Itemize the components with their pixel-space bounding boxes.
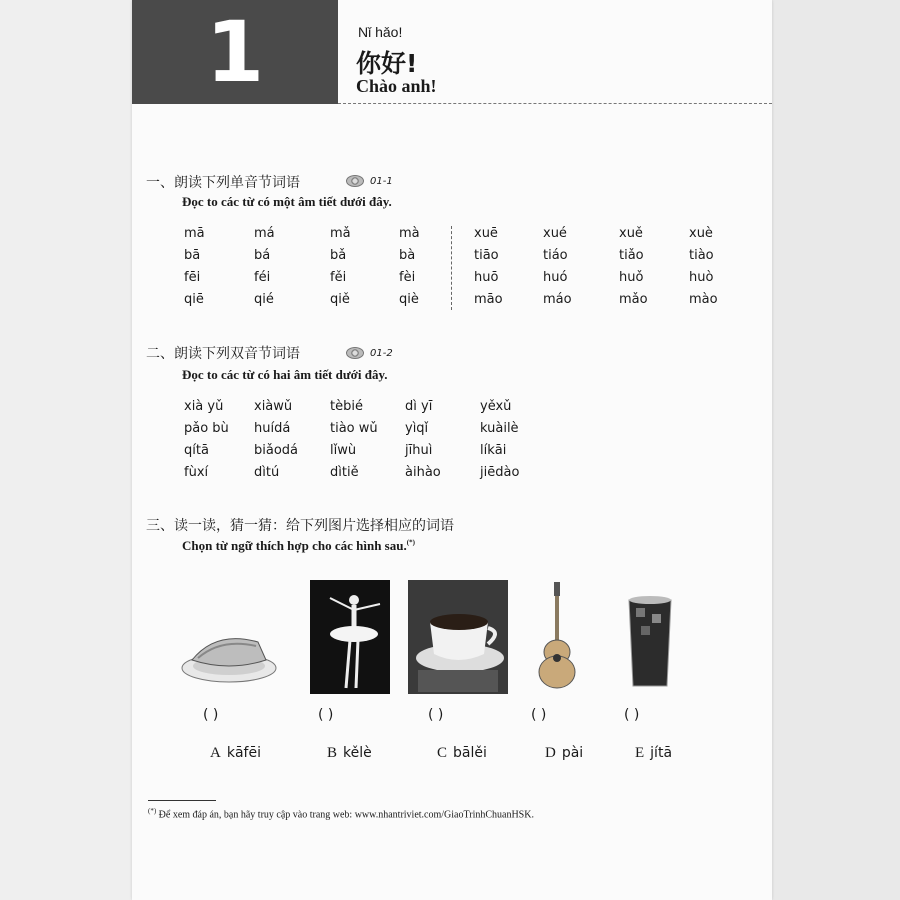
header-divider <box>338 103 772 104</box>
answer-blank[interactable]: ( ) <box>428 707 444 723</box>
footnote: (*) Để xem đáp án, bạn hãy truy cập vào trang web: www.nhantriviet.com/GiaoTrinhChuanHSK. <box>148 807 534 821</box>
word-cell: qítā <box>184 443 209 458</box>
lesson-number-box <box>132 0 338 104</box>
word-cell: dìtú <box>254 465 280 480</box>
ballet-dancer-image <box>310 580 390 694</box>
word-cell: xuě <box>619 226 643 241</box>
guitar-image <box>532 580 582 690</box>
word-cell: fěi <box>330 270 347 285</box>
word-cell: lǐwù <box>330 443 357 458</box>
footnote-rule <box>148 800 216 801</box>
word-cell: bā <box>184 248 201 263</box>
section2-audio-track: 01-2 <box>370 347 393 359</box>
word-cell: fèi <box>399 270 416 285</box>
word-cell: kuàilè <box>480 421 519 436</box>
section1-title: 一、朗读下列单音节词语 <box>146 175 300 191</box>
word-cell: mào <box>689 292 718 307</box>
word-cell: qié <box>254 292 274 307</box>
lesson-title-vietnamese: Chào anh! <box>356 76 437 96</box>
word-cell: fēi <box>184 270 201 285</box>
word-cell: yěxǔ <box>480 399 512 414</box>
section1-audio[interactable] <box>346 175 393 187</box>
word-cell: xué <box>543 226 567 241</box>
word-cell: àihào <box>405 465 441 480</box>
answer-blank[interactable]: ( ) <box>531 707 547 723</box>
answer-blank[interactable]: ( ) <box>203 707 219 723</box>
section2-audio[interactable] <box>346 347 393 359</box>
word-cell: xià yǔ <box>184 399 224 414</box>
word-cell: fùxí <box>184 465 209 480</box>
section1-audio-track: 01-1 <box>370 175 393 187</box>
word-cell: yìqǐ <box>405 421 429 436</box>
section3-subtitle: Chọn từ ngữ thích hợp cho các hình sau.(*) <box>182 538 415 553</box>
word-cell: tiāo <box>474 248 499 263</box>
word-cell: máo <box>543 292 572 307</box>
word-cell: tèbié <box>330 399 363 414</box>
section1-subtitle: Đọc to các từ có một âm tiết dưới đây. <box>182 194 392 209</box>
word-cell: qiě <box>330 292 350 307</box>
option-c: C bālěi <box>437 745 487 761</box>
word-cell: qiē <box>184 292 204 307</box>
word-cell: bǎ <box>330 248 347 263</box>
option-b: B kělè <box>327 745 372 761</box>
word-cell: qiè <box>399 292 419 307</box>
word-cell: mà <box>399 226 420 241</box>
word-cell: huídá <box>254 421 291 436</box>
answer-blank[interactable]: ( ) <box>318 707 334 723</box>
word-cell: pǎo bù <box>184 421 229 436</box>
lesson-title-chinese: 你好! <box>356 49 418 78</box>
word-cell: mǎo <box>619 292 648 307</box>
word-cell: huǒ <box>619 270 644 285</box>
answer-blank[interactable]: ( ) <box>624 707 640 723</box>
option-a: A kāfēi <box>210 745 261 761</box>
column-divider <box>451 226 452 310</box>
word-cell: huò <box>689 270 714 285</box>
textbook-page <box>132 0 772 900</box>
word-cell: biǎodá <box>254 443 299 458</box>
pie-image <box>176 612 282 692</box>
word-cell: tiáo <box>543 248 568 263</box>
section2-title: 二、朗读下列双音节词语 <box>146 346 300 362</box>
lesson-number: 1 <box>205 3 265 101</box>
section3-title: 三、读一读，猜一猜：给下列图片选择相应的词语 <box>146 518 454 534</box>
word-cell: tiào wǔ <box>330 421 378 436</box>
word-cell: xuē <box>474 226 498 241</box>
word-cell: tiǎo <box>619 248 644 263</box>
word-cell: bà <box>399 248 416 263</box>
word-cell: dìtiě <box>330 465 359 480</box>
word-cell: má <box>254 226 275 241</box>
cola-glass-image <box>626 594 674 690</box>
word-cell: tiào <box>689 248 714 263</box>
word-cell: xuè <box>689 226 713 241</box>
audio-cd-icon <box>346 347 364 359</box>
word-cell: mā <box>184 226 205 241</box>
word-cell: mǎ <box>330 226 351 241</box>
word-cell: huó <box>543 270 568 285</box>
section2-subtitle: Đọc to các từ có hai âm tiết dưới đây. <box>182 367 388 382</box>
adjacent-page-edge <box>772 0 900 900</box>
word-cell: bá <box>254 248 271 263</box>
word-cell: māo <box>474 292 503 307</box>
word-cell: jiēdào <box>480 465 520 480</box>
word-cell: huō <box>474 270 499 285</box>
audio-cd-icon <box>346 175 364 187</box>
word-cell: xiàwǔ <box>254 399 293 414</box>
word-cell: jīhuì <box>405 443 433 458</box>
lesson-title-pinyin: Nǐ hǎo! <box>358 24 403 40</box>
word-cell: féi <box>254 270 271 285</box>
word-cell: dì yī <box>405 399 433 414</box>
option-d: D pài <box>545 745 584 761</box>
coffee-cup-image <box>408 580 508 694</box>
option-e: E jítā <box>635 745 673 761</box>
word-cell: líkāi <box>480 443 507 458</box>
